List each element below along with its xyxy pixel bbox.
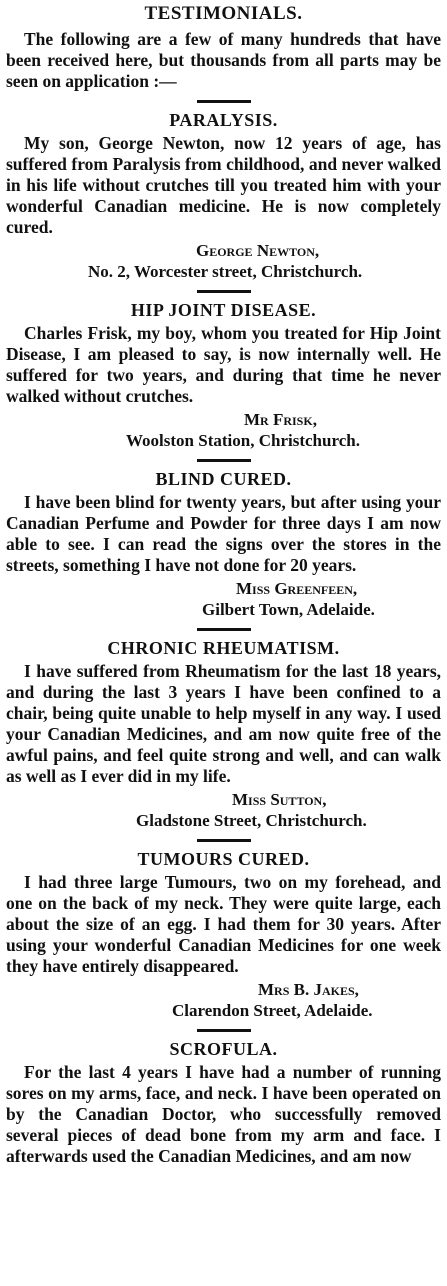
- testimonial-body: I have suffered from Rheumatism for the last 18 years, and during the last 3 years I have been confined to a chair, being quite unable to help myself in any way. I used your Canadian Medicines, and am now quite free of the awful pains, and feel quite strong and well, and can walk as well as I ever did in my life.: [6, 661, 441, 786]
- signature-name: Miss Greenfeen,: [236, 579, 358, 598]
- signature-name: Mrs B. Jakes,: [258, 980, 359, 999]
- section-divider: [197, 1029, 251, 1032]
- section-heading: HIP JOINT DISEASE.: [130, 300, 317, 320]
- testimonial-body: Charles Frisk, my boy, whom you treated for Hip Joint Disease, I am pleased to say, is now internally well. He suffered for two years, and during that time he never walked without crutches.: [6, 323, 441, 406]
- signature-name: Miss Sutton,: [232, 790, 327, 809]
- section-heading: SCROFULA.: [169, 1039, 278, 1059]
- signature-name: George Newton,: [196, 241, 320, 260]
- testimonial-hip-joint-disease: [6, 299, 441, 451]
- section-divider: [197, 839, 251, 842]
- page-title: TESTIMONIALS.: [144, 3, 303, 24]
- signature-address: Gilbert Town, Adelaide.: [202, 600, 375, 619]
- section-heading: BLIND CURED.: [155, 469, 292, 489]
- signature-block: [6, 409, 441, 451]
- testimonial-blind-cured: [6, 468, 441, 620]
- signature-address: No. 2, Worcester street, Christchurch.: [88, 262, 363, 281]
- newspaper-column: [6, 0, 441, 1167]
- section-heading: PARALYSIS.: [169, 110, 278, 130]
- section-heading: TUMOURS CURED.: [137, 849, 310, 869]
- signature-address: Clarendon Street, Adelaide.: [172, 1001, 373, 1020]
- section-divider: [197, 628, 251, 631]
- testimonial-body: My son, George Newton, now 12 years of age, has suffered from Paralysis from childhood, and never walked in his life without crutches till you treated him with your wonderful Canadian medicine. He is now completely cured.: [6, 133, 441, 237]
- signature-address: Woolston Station, Christchurch.: [126, 431, 360, 450]
- signature-block: [6, 979, 441, 1021]
- testimonial-scrofula: [6, 1038, 441, 1167]
- signature-name: Mr Frisk,: [244, 410, 317, 429]
- signature-block: [6, 240, 441, 282]
- testimonial-body: I have been blind for twenty years, but after using your Canadian Perfume and Powder for three days I am now able to see. I can read the signs over the stores in the streets, something I have not done for 20 years.: [6, 492, 441, 575]
- signature-block: [6, 578, 441, 620]
- testimonial-paralysis: [6, 109, 441, 282]
- section-divider: [197, 459, 251, 462]
- testimonial-chronic-rheumatism: [6, 637, 441, 831]
- section-divider: [197, 100, 251, 103]
- testimonial-body: For the last 4 years I have had a number of running sores on my arms, face, and neck. I have been operated on by the Canadian Doctor, who successfully removed several pieces of dead bone from my arm and face. I afterwards used the Canadian Medicines, and am now: [6, 1062, 441, 1166]
- signature-address: Gladstone Street, Christchurch.: [136, 811, 367, 830]
- intro-text: The following are a few of many hundreds that have been received here, but thousands from all parts may be seen on application :—: [6, 29, 441, 91]
- section-divider: [197, 290, 251, 293]
- testimonial-body: I had three large Tumours, two on my forehead, and one on the back of my neck. They were quite large, each about the size of an egg. I had them for 30 years. After using your wonderful Canadian Medicines for one week they have entirely disappeared.: [6, 872, 441, 976]
- section-heading: CHRONIC RHEUMATISM.: [107, 638, 340, 658]
- testimonial-tumours-cured: [6, 848, 441, 1021]
- signature-block: [6, 789, 441, 831]
